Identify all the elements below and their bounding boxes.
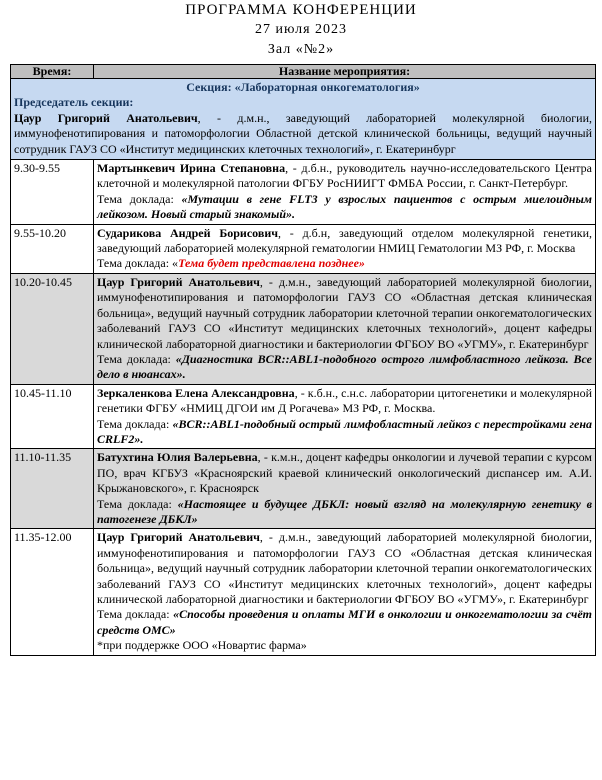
conference-date: 27 июля 2023: [254, 22, 348, 37]
topic-block: [97, 256, 592, 271]
speaker-block: [97, 450, 592, 496]
speaker-name: Цаур Григорий Анатольевич: [97, 274, 260, 289]
program-page: [0, 2, 602, 780]
topic-block: [97, 607, 592, 638]
section-row: [11, 79, 596, 160]
time-cell: 9.55-10.20: [11, 224, 94, 273]
speaker-info: , - д.м.н., заведующий лабораторией молекулярной биологии, иммунофенотипирования и патоморфологии ГАУЗ СО «Областная детская клиническая больница», ведущий научный сотрудник лаборатории клеточной терапии онкогематологических заболеваний ГАУЗ СО «Институт медицинских клеточных технологий», доцент кафедры клинической лабораторной диагностики и бактериологии ФГБОУ ВО «УГМУ», г. Екатеринбург: [97, 530, 593, 606]
speaker-info: , - д.б.н, заведующий отделом молекулярной генетики, заведующий лабораторией молекулярной гематологии НМИЦ Гематологии МЗ РФ, г. Москва: [97, 225, 592, 256]
chair-name: Цаур Григорий Анатольевич: [14, 110, 198, 125]
topic-label: Тема доклада: «: [97, 256, 179, 271]
time-cell: 10.45-11.10: [11, 384, 94, 449]
table-row: [11, 449, 596, 529]
chair-label: Председатель секции:: [14, 95, 134, 110]
section-title: Секция: «Лабораторная онкогематология»: [186, 80, 420, 94]
speaker-block: [97, 275, 592, 352]
topic-block: [97, 192, 592, 223]
speaker-block: [97, 161, 592, 192]
speaker-info: , - к.б.н., с.н.с. лаборатории цитогенетики и молекулярной генетики ФГБУ «НМИЦ ДГОИ им Д Рогачева» МЗ РФ, г. Москва.: [97, 385, 593, 416]
topic-text: Тема будет представлена позднее»: [178, 256, 365, 271]
speaker-info: , - к.м.н., доцент кафедры онкологии и лучевой терапии с курсом ПО, врач КГБУЗ «Красноярский краевой клинический онкологический диспансер им. А.И. Крыжановского», г. Красноярск: [97, 450, 592, 496]
speaker-name: Мартынкевич Ирина Степановна: [97, 161, 286, 176]
event-cell: [94, 160, 596, 225]
column-header-time: Время:: [11, 65, 94, 79]
topic-block: [97, 497, 592, 528]
topic-text: «Способы проведения и оплаты МГИ в онкологии и онкогематологии за счёт средств ОМС»: [97, 607, 592, 637]
event-cell: [94, 529, 596, 655]
event-cell: [94, 224, 596, 273]
topic-label: Тема доклада:: [97, 607, 174, 622]
topic-text: «Настоящее и будущее ДБКЛ: новый взгляд на молекулярную генетику в патогенезе ДБКЛ»: [97, 496, 592, 526]
table-row: [11, 273, 596, 384]
speaker-name: Цаур Григорий Анатольевич: [97, 530, 260, 545]
topic-block: [97, 352, 592, 383]
time-cell: 11.35-12.00: [11, 529, 94, 655]
topic-label: Тема доклада:: [97, 496, 178, 511]
speaker-info: , - д.м.н., заведующий лабораторией молекулярной биологии, иммунофенотипирования и патоморфологии ГАУЗ СО «Областная детская клиническая больница», ведущий научный сотрудник лаборатории клеточной терапии онкогематологических заболеваний ГАУЗ СО «Институт медицинских клеточных технологий», доцент кафедры клинической лабораторной диагностики и бактериологии ФГБОУ ВО «УГМУ», г. Екатеринбург: [97, 274, 593, 351]
speaker-info: , - д.б.н., руководитель научно-исследовательского Центра клеточной и молекулярной патологии ФГБУ РосНИИГТ ФМБА России, г. Санкт-Петербург.: [97, 161, 592, 191]
speaker-block: [97, 386, 592, 417]
speaker-block: [97, 530, 592, 607]
table-row: [11, 224, 596, 273]
topic-text: «Диагностика BCR::ABL1-подобного острого лимфобластного лейкоза. Все дело в нюансах».: [97, 351, 592, 382]
event-cell: [94, 449, 596, 529]
event-cell: [94, 384, 596, 449]
column-header-event: Название мероприятия:: [94, 65, 596, 79]
time-cell: 11.10-11.35: [11, 449, 94, 529]
table-row: [11, 384, 596, 449]
topic-label: Тема доклада:: [97, 191, 182, 206]
chair-info: , - д.м.н., заведующий лабораторией молекулярной биологии, иммунофенотипирования и патоморфологии Областной детской клинической больницы, ведущий научный сотрудник ГАУЗ СО «Институт медицинских клеточных технологий», г. Екатеринбург: [14, 110, 593, 156]
time-cell: 9.30-9.55: [11, 160, 94, 225]
page-title: ПРОГРАММА КОНФЕРЕНЦИИ: [185, 2, 417, 18]
speaker-name: Батухтина Юлия Валерьевна: [97, 450, 258, 465]
topic-text: «Мутации в гене FLT3 у взрослых пациентов с острым миелоидным лейкозом. Новый старый знакомый».: [97, 191, 592, 222]
program-table: [10, 64, 596, 656]
section-cell: [11, 79, 596, 160]
topic-block: [97, 417, 592, 448]
sponsor-note: *при поддержке ООО «Новартис фарма»: [97, 638, 307, 653]
table-row: [11, 160, 596, 225]
time-cell: 10.20-10.45: [11, 273, 94, 384]
topic-label: Тема доклада:: [97, 416, 173, 431]
hall-name: Зал «№2»: [267, 42, 335, 57]
table-header-row: [11, 65, 596, 79]
speaker-name: Сударикова Андрей Борисович: [97, 225, 279, 240]
table-row: [11, 529, 596, 655]
chair-description: [14, 111, 592, 157]
topic-text: «BCR::ABL1-подобный острый лимфобластный лейкоз с перестройками гена CRLF2».: [97, 416, 592, 446]
speaker-block: [97, 226, 592, 257]
event-cell: [94, 273, 596, 384]
speaker-name: Зеркаленкова Елена Александровна: [97, 385, 295, 400]
topic-label: Тема доклада:: [97, 351, 176, 366]
